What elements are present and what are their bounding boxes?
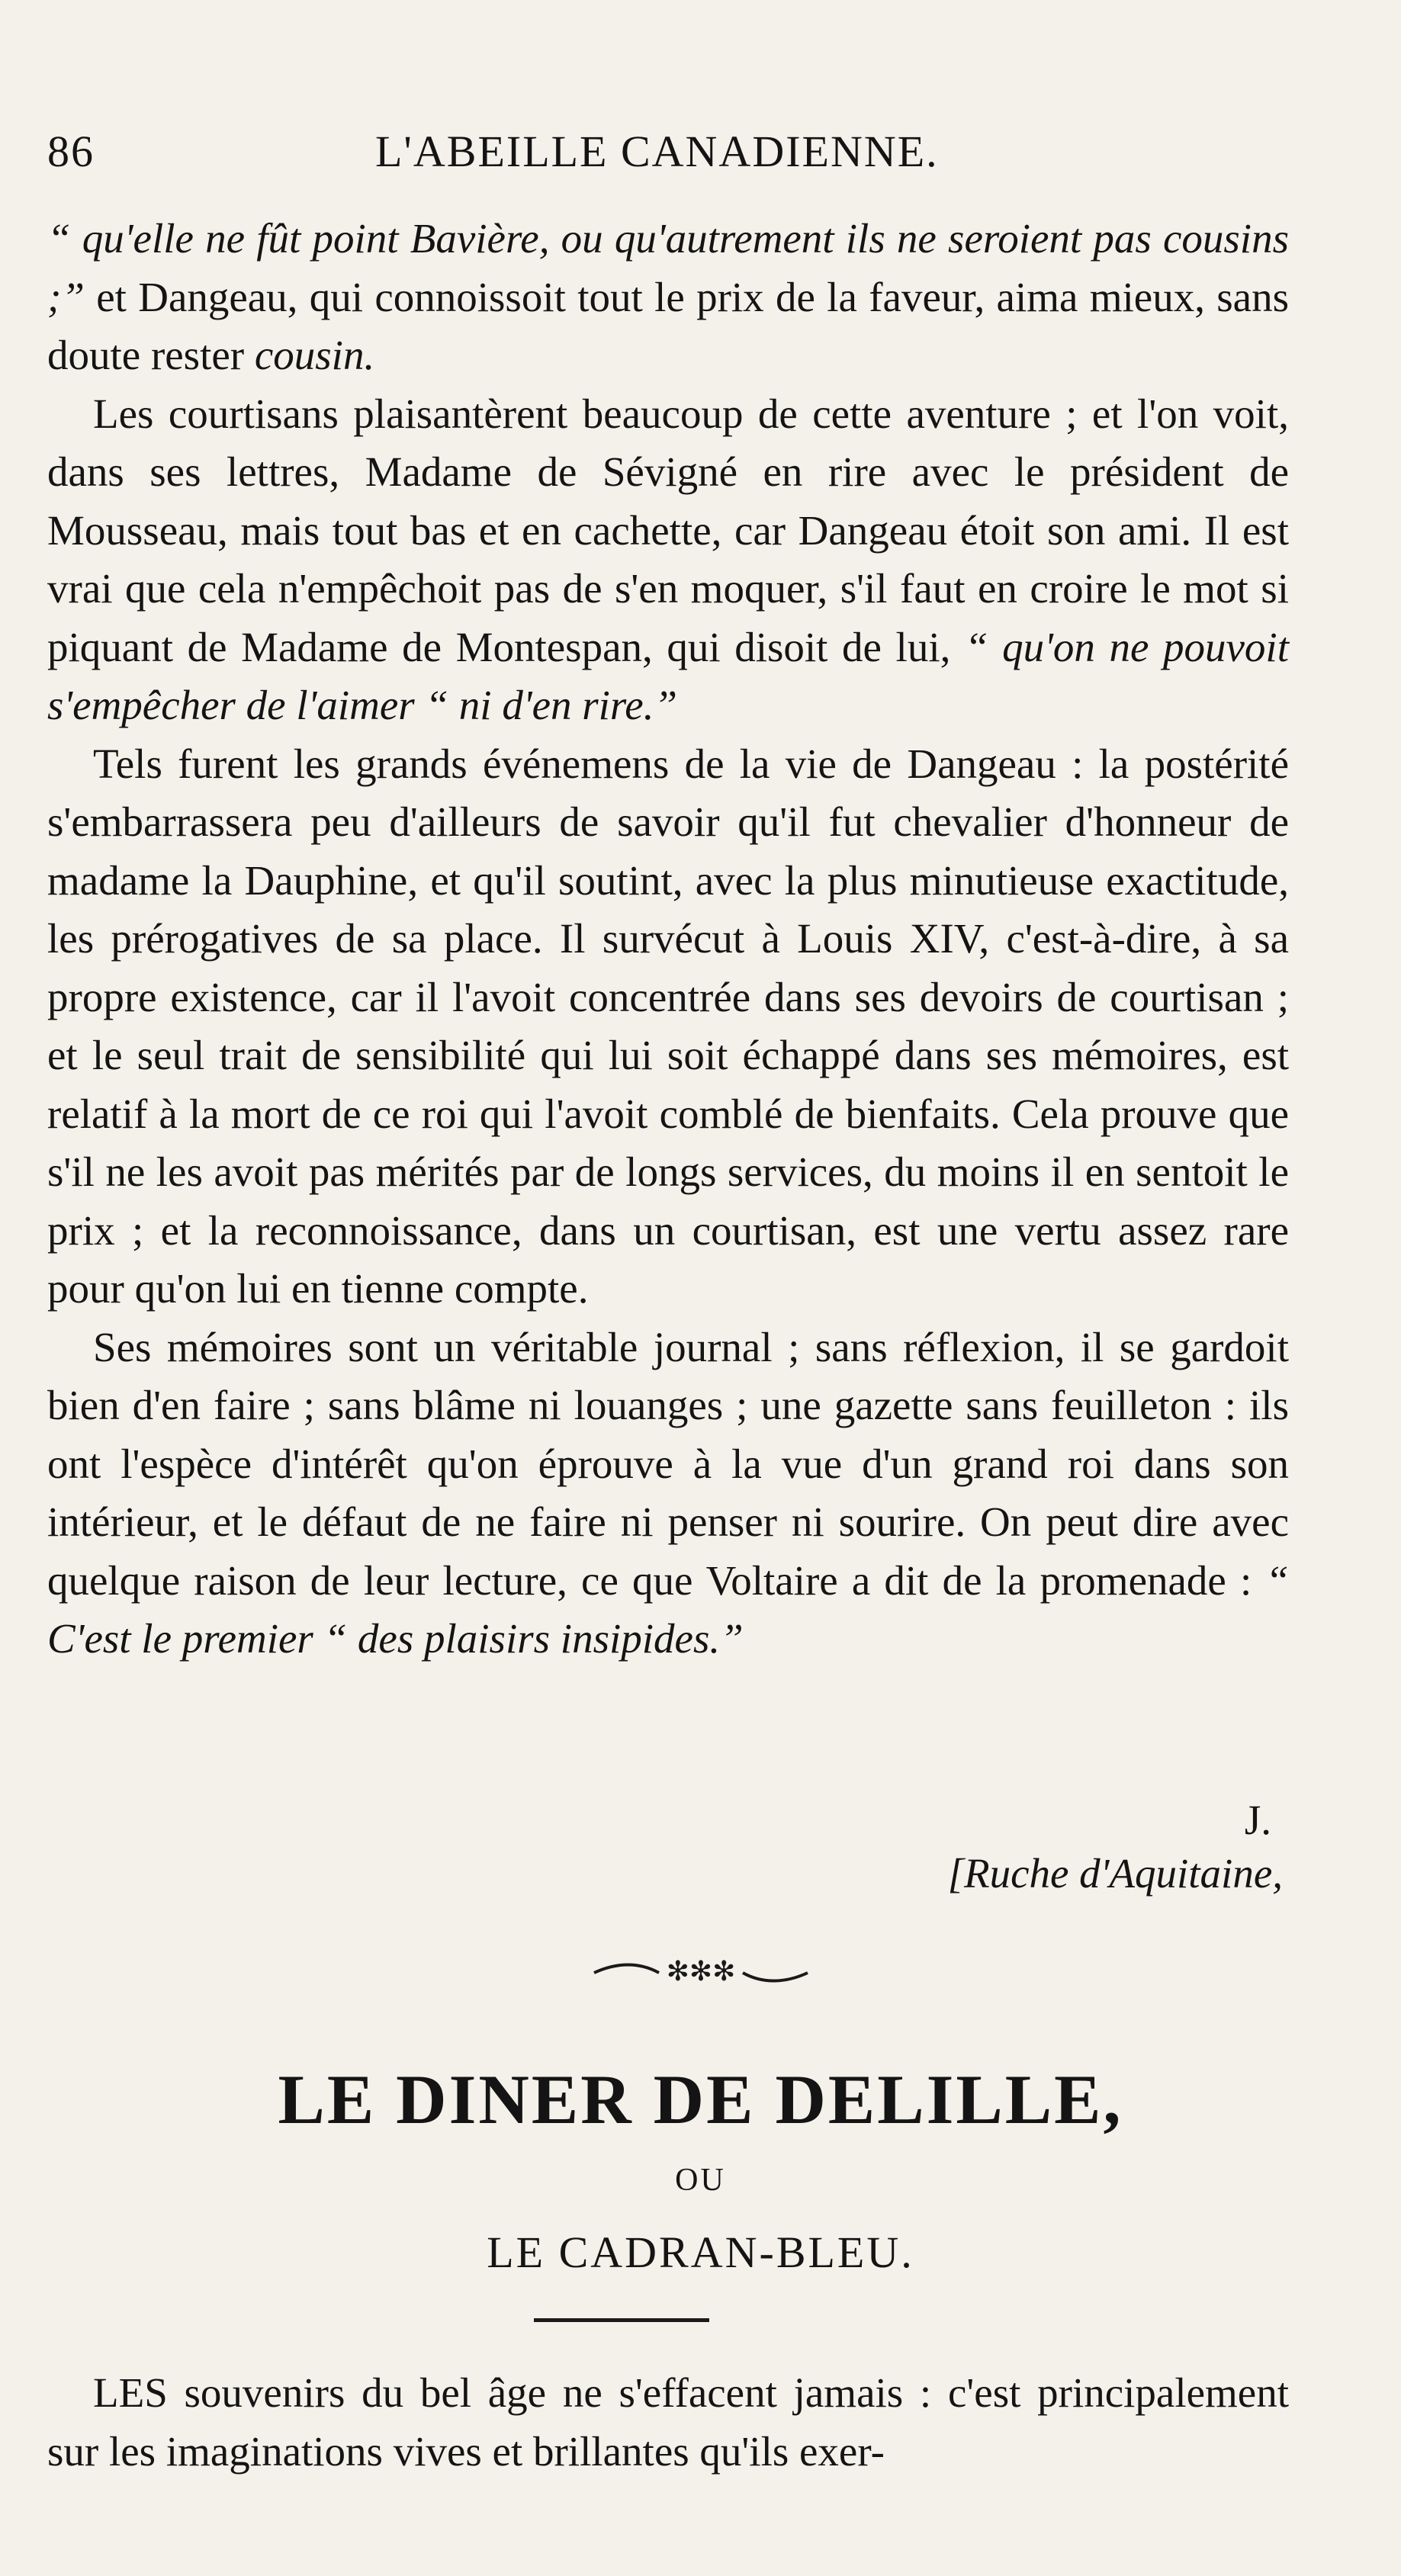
opening-paragraph: LES souvenirs du bel âge ne s'effacent jamais : c'est principalement sur les imaginations vives et brillantes qu'ils exer- <box>47 2369 1289 2475</box>
svg-text:✻✻✻: ✻✻✻ <box>666 1956 735 1987</box>
article-title-connector: OU <box>675 2163 726 2198</box>
page-number: 86 <box>47 127 95 176</box>
source-citation: [Ruche d'Aquitaine, <box>947 1850 1283 1897</box>
paragraph-quote: “ qu'on ne pouvoit s'empêcher de l'aimer “ ni d'en rire.” <box>47 623 1289 728</box>
article-opening <box>47 2364 1289 2481</box>
paragraph-text: Tels furent les grands événemens de la vie de Dangeau : la postérité s'embarrassera peu d'ailleurs de savoir qu'il fut chevalier d'honneur de madame la Dauphine, et qu'il soutint, avec la plus minutieuse exactitude, les prérogatives de sa place. Il survécut à Louis XIV, c'est-à-dire, à sa propre existence, car il l'avoit concentrée dans ses devoirs de courtisan ; et le seul trait de sensibilité qui lui soit échappé dans ses mémoires, est relatif à la mort de ce roi qui l'avoit comblé de bienfaits. Cela prouve que s'il ne les avoit pas mérités par de longs services, du moins il en sentoit le prix ; et la reconnoissance, dans un courtisan, est une vertu assez rare pour qu'on lui en tienne compte. <box>47 740 1289 1312</box>
title-rule <box>534 2318 709 2322</box>
paragraph-memoires <box>47 1319 1289 1669</box>
section-ornament <box>0 1956 1401 1990</box>
paragraph-evenemens <box>47 735 1289 1319</box>
running-title: L'ABEILLE CANADIENNE. <box>375 127 939 176</box>
paragraph-quote: “ C'est le premier “ des plaisirs insipides.” <box>47 1556 1289 1662</box>
continuation-paragraph <box>47 210 1289 385</box>
continuation-text: et Dangeau, qui connoissoit tout le prix de la faveur, aima mieux, sans doute rester <box>47 273 1289 378</box>
ornament-rule-icon <box>586 1956 815 1987</box>
main-text <box>47 210 1289 1669</box>
paragraph-courtisans <box>47 385 1289 735</box>
paragraph-text: Les courtisans plaisantèrent beaucoup de cette aventure ; et l'on voit, dans ses lettres, Madame de Sévigné en rire avec le président de Mousseau, mais tout bas et en cachette, car Dangeau étoit son ami. Il est vrai que cela n'empêchoit pas de s'en moquer, s'il faut en croire le mot si piquant de Madame de Montespan, qui disoit de lui, <box>47 390 1289 670</box>
page-header <box>47 126 1279 187</box>
article-title: LE DINER DE DELILLE, <box>278 2060 1123 2138</box>
article-subtitle: LE CADRAN-BLEU. <box>487 2228 914 2277</box>
continuation-quote: “ qu'elle ne fût point Bavière, ou qu'autrement ils ne seroient pas cousins ;” <box>47 215 1289 320</box>
author-signature: J. <box>1244 1797 1271 1843</box>
paragraph-text: Ses mémoires sont un véritable journal ; sans réflexion, il se gardoit bien d'en faire ; sans blâme ni louanges ; une gazette sans feuilleton : ils ont l'espèce d'intérêt qu'on éprouve à la vue d'un grand roi dans son intérieur, et le défaut de ne faire ni penser ni sourire. On peut dire avec quelque raison de leur lecture, ce que Voltaire a dit de la promenade : <box>47 1323 1289 1604</box>
continuation-word: cousin. <box>254 332 375 378</box>
